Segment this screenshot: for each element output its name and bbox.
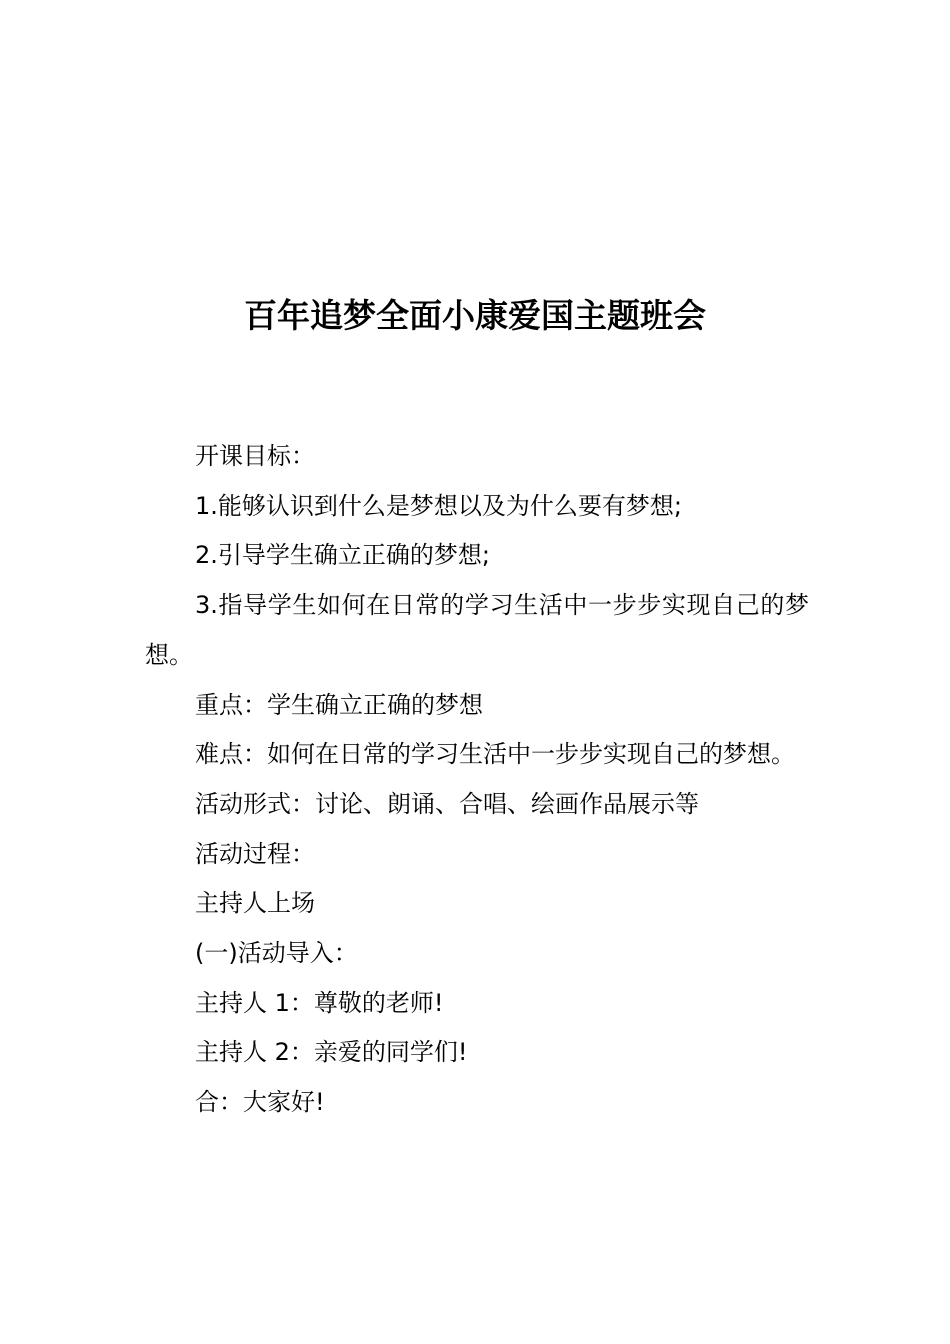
paragraph-host-2-line: 主持人 2：亲爱的同学们! xyxy=(195,1038,468,1067)
document-body xyxy=(145,432,809,1128)
paragraph-difficulty: 难点：如何在日常的学习生活中一步步实现自己的梦想。 xyxy=(195,740,795,769)
paragraph-activity-intro: (一)活动导入： xyxy=(195,939,358,968)
paragraph-host-entrance: 主持人上场 xyxy=(195,889,315,918)
document-title: 百年追梦全面小康爱国主题班会 xyxy=(244,296,706,335)
paragraph-objective-3: 3.指导学生如何在日常的学习生活中一步步实现自己的梦想。 xyxy=(145,591,809,669)
paragraph-course-objectives: 开课目标： xyxy=(195,442,315,470)
paragraph-together-line: 合：大家好! xyxy=(195,1088,325,1117)
paragraph-key-point: 重点：学生确立正确的梦想 xyxy=(195,690,483,719)
paragraph-activity-process: 活动过程： xyxy=(195,839,315,868)
paragraph-objective-2: 2.引导学生确立正确的梦想; xyxy=(195,541,490,570)
paragraph-host-1-line: 主持人 1：尊敬的老师! xyxy=(195,988,444,1017)
paragraph-activity-format: 活动形式：讨论、朗诵、合唱、绘画作品展示等 xyxy=(195,789,699,818)
paragraph-objective-1: 1.能够认识到什么是梦想以及为什么要有梦想; xyxy=(195,491,682,520)
